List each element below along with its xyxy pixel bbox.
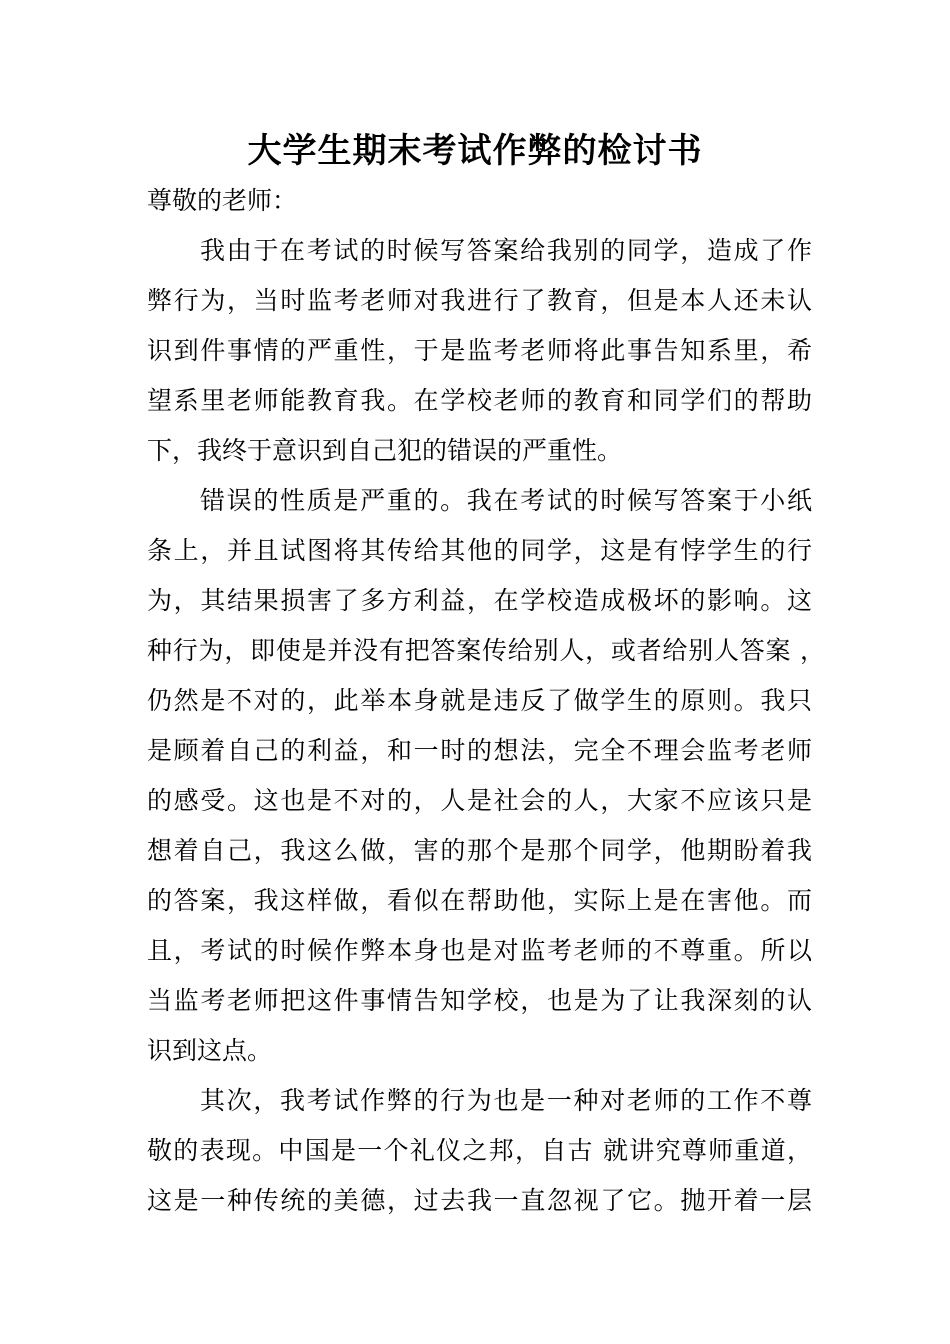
paragraph-line: 其次，我考试作弊的行为也是一种对老师的工作不尊 <box>200 1086 812 1115</box>
paragraph-line: 望系里老师能教育我。在学校老师的教育和同学们的帮助 <box>147 386 812 415</box>
document-title: 大学生期末考试作弊的检讨书 <box>247 131 703 171</box>
paragraph-line: 为，其结果损害了多方利益，在学校造成极坏的影响。这 <box>147 586 812 615</box>
paragraph-line: 我由于在考试的时候写答案给我别的同学，造成了作 <box>200 236 812 265</box>
paragraph-line: 是顾着自己的利益，和一时的想法，完全不理会监考老师 <box>147 736 812 765</box>
paragraph-line: 条上，并且试图将其传给其他的同学，这是有悖学生的行 <box>147 536 812 565</box>
paragraph-line: 敬的表现。中国是一个礼仪之邦，自古 就讲究尊师重道， <box>147 1136 812 1165</box>
paragraph-line: 弊行为，当时监考老师对我进行了教育，但是本人还未认 <box>147 286 812 315</box>
paragraph-line: 的答案，我这样做，看似在帮助他，实际上是在害他。而 <box>147 886 812 915</box>
paragraph-line: 识到件事情的严重性，于是监考老师将此事告知系里，希 <box>147 336 812 365</box>
paragraph-line: 当监考老师把这件事情告知学校，也是为了让我深刻的认 <box>147 986 812 1015</box>
paragraph-line: 错误的性质是严重的。我在考试的时候写答案于小纸 <box>200 486 812 515</box>
paragraph-line: 想着自己，我这么做，害的那个是那个同学，他期盼着我 <box>147 836 812 865</box>
salutation: 尊敬的老师： <box>147 186 298 215</box>
paragraph-line: 的感受。这也是不对的，人是社会的人，大家不应该只是 <box>147 786 812 815</box>
paragraph-line: 识到这点。 <box>147 1036 273 1065</box>
paragraph-line: 种行为，即使是并没有把答案传给别人，或者给别人答案 ， <box>147 636 825 665</box>
paragraph-line: 仍然是不对的，此举本身就是违反了做学生的原则。我只 <box>147 686 812 715</box>
paragraph-line: 且，考试的时候作弊本身也是对监考老师的不尊重。所以 <box>147 936 812 965</box>
paragraph-line: 这是一种传统的美德，过去我一直忽视了它。抛开着一层 <box>147 1186 812 1215</box>
paragraph-line: 下，我终于意识到自己犯的错误的严重性。 <box>147 436 623 465</box>
